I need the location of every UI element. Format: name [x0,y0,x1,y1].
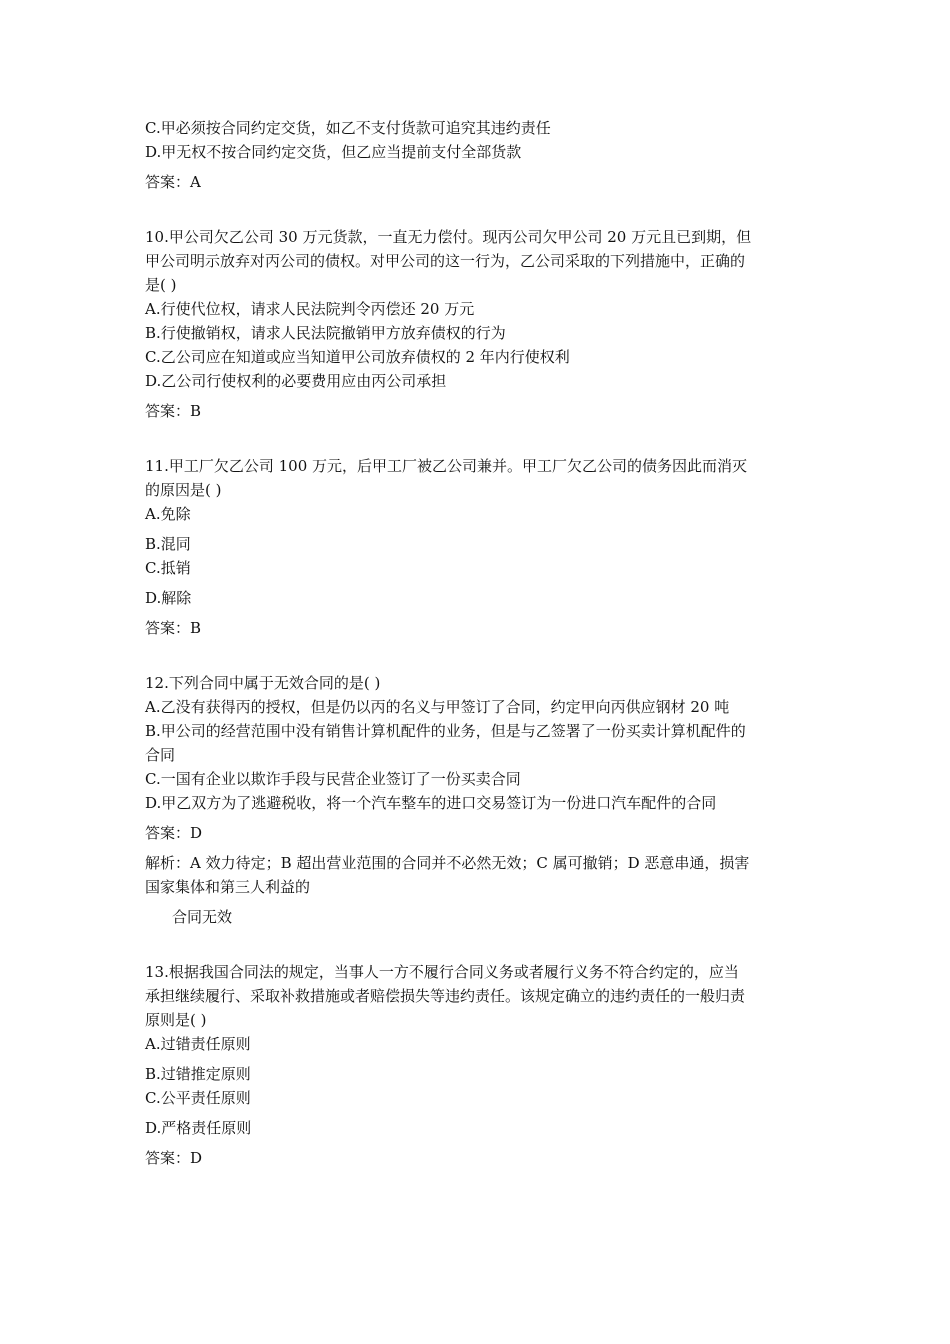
text-line: 国家集体和第三人利益的 [145,878,311,896]
text-line: D.甲乙双方为了逃避税收，将一个汽车整车的进口交易签订为一份进口汽车配件的合同 [145,794,717,812]
text-line: C.一国有企业以欺诈手段与民营企业签订了一份买卖合同 [145,770,521,788]
text-line: 答案：D [145,1149,203,1167]
text-line: 11.甲工厂欠乙公司 100 万元，后甲工厂被乙公司兼并。甲工厂欠乙公司的债务因此而消灭 [145,457,748,475]
text-line: 承担继续履行、采取补救措施或者赔偿损失等违约责任。该规定确立的违约责任的一般归责 [145,987,746,1005]
text-line: B.混同 [145,535,191,553]
text-line: B.甲公司的经营范围中没有销售计算机配件的业务，但是与乙签署了一份买卖计算机配件的 [145,722,746,740]
text-line: 答案：B [145,402,202,420]
text-line: 12.下列合同中属于无效合同的是( ) [145,674,381,692]
text-line: D.乙公司行使权利的必要费用应由丙公司承担 [145,372,447,390]
text-line: 答案：B [145,619,202,637]
text-line: A.乙没有获得丙的授权，但是仍以丙的名义与甲签订了合同，约定甲向丙供应钢材 20 吨 [145,698,730,716]
text-line: B.行使撤销权，请求人民法院撤销甲方放弃债权的行为 [145,324,506,342]
text-line: A.免除 [145,505,191,523]
text-line: C.甲必须按合同约定交货，如乙不支付货款可追究其违约责任 [145,119,551,137]
text-line: 解析：A 效力待定；B 超出营业范围的合同并不必然无效；C 属可撤销；D 恶意串通，损害 [145,854,750,872]
text-line: D.严格责任原则 [145,1119,252,1137]
text-line: 答案：D [145,824,203,842]
text-line: C.公平责任原则 [145,1089,251,1107]
text-line: 13.根据我国合同法的规定，当事人一方不履行合同义务或者履行义务不符合约定的，应当 [145,963,739,981]
text-line: 10.甲公司欠乙公司 30 万元货款，一直无力偿付。现丙公司欠甲公司 20 万元且已到期，但 [145,228,752,246]
text-line: 甲公司明示放弃对丙公司的债权。对甲公司的这一行为，乙公司采取的下列措施中，正确的 [145,252,746,270]
text-line: 原则是( ) [145,1011,207,1029]
document-page [145,116,810,1170]
text-line: 答案：A [145,173,201,191]
text-line: C.乙公司应在知道或应当知道甲公司放弃债权的 2 年内行使权利 [145,348,570,366]
text-line: A.行使代位权，请求人民法院判令丙偿还 20 万元 [145,300,475,318]
text-line: 是( ) [145,276,177,294]
text-line: C.抵销 [145,559,191,577]
text-line: D.解除 [145,589,192,607]
text-line: 的原因是( ) [145,481,222,499]
text-line: D.甲无权不按合同约定交货，但乙应当提前支付全部货款 [145,143,522,161]
text-line: B.过错推定原则 [145,1065,251,1083]
text-line: 合同无效 [172,908,233,926]
text-line: 合同 [145,746,176,764]
text-line: A.过错责任原则 [145,1035,251,1053]
